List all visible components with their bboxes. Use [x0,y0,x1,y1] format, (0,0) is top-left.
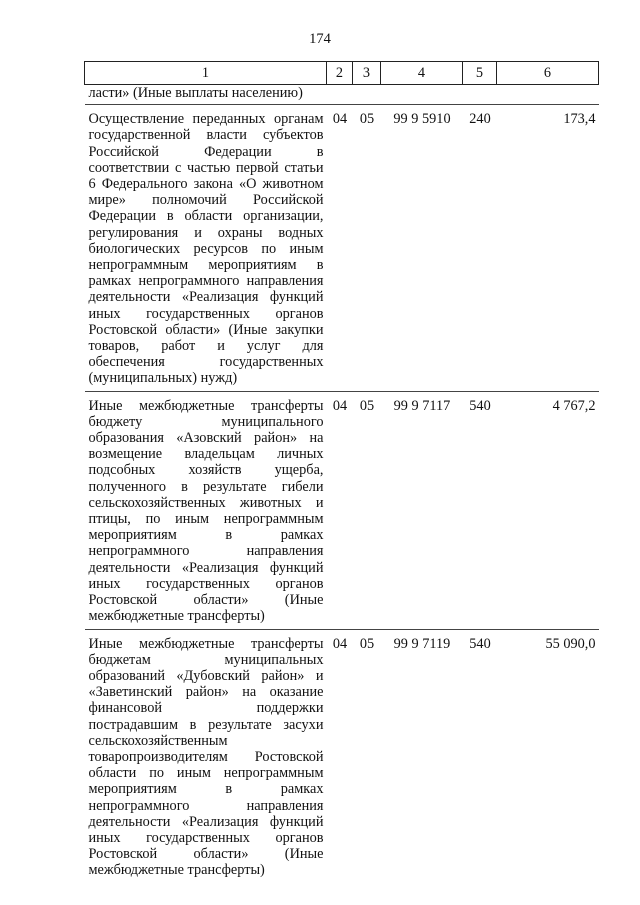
header-col-1: 1 [85,62,327,85]
header-row [85,62,599,85]
header-col-3: 3 [353,62,381,85]
continuation-text: ласти» (Иные выплаты населению) [88,85,303,101]
row-expense-type: 540 [463,629,497,883]
row-target-article: 99 9 5910 [381,105,463,391]
header-col-5: 5 [463,62,497,85]
row-expense-type: 240 [463,105,497,391]
table-row [85,391,599,629]
budget-table [84,61,599,883]
header-col-4: 4 [381,62,463,85]
row-section: 04 [327,629,353,883]
row-amount: 173,4 [497,105,599,391]
row-section: 04 [327,391,353,629]
row-amount: 55 090,0 [497,629,599,883]
table-row [85,629,599,883]
header-col-2: 2 [327,62,353,85]
page-number: 174 [309,31,331,47]
table-header [85,62,599,85]
row-description: Осуществление переданных органам государственной власти субъектов Российской Федерации в соответствии с частью первой статьи 6 Федерального закона «О животном мире» полномочий Российской Федерации в области организации, регулирования и охраны водных биологических ресурсов по иным непрограммным мероприятиям в рамках непрограммного направления деятельности «Реализация функций иных государственных органов Ростовской области» (Иные закупки товаров, работ и услуг для обеспечения государственных (муниципальных) нужд) [85,105,327,391]
row-amount: 4 767,2 [497,391,599,629]
continuation-row [85,85,599,105]
table-row [85,105,599,391]
row-expense-type: 540 [463,391,497,629]
row-target-article: 99 9 7119 [381,629,463,883]
header-col-6: 6 [497,62,599,85]
row-description: Иные межбюджетные трансферты бюджетам муниципальных образований «Дубовский район» и «Заветинский район» на оказание финансовой поддержки пострадавшим в результате засухи сельскохозяйственным товаропроизводителям Ростовской области по иным непрограммным мероприятиям в рамках непрограммного направления деятельности «Реализация функций иных государственных органов Ростовской области» (Иные межбюджетные трансферты) [85,629,327,883]
row-subsection: 05 [353,105,381,391]
row-description: Иные межбюджетные трансферты бюджету муниципального образования «Азовский район» на возмещение владельцам личных подсобных хозяйств ущерба, полученного в результате гибели сельскохозяйственных животных и птицы, по иным непрограммным мероприятиям в рамках непрограммного направления деятельности «Реализация функций иных государственных органов Ростовской области» (Иные межбюджетные трансферты) [85,391,327,629]
row-subsection: 05 [353,629,381,883]
row-subsection: 05 [353,391,381,629]
row-target-article: 99 9 7117 [381,391,463,629]
row-section: 04 [327,105,353,391]
